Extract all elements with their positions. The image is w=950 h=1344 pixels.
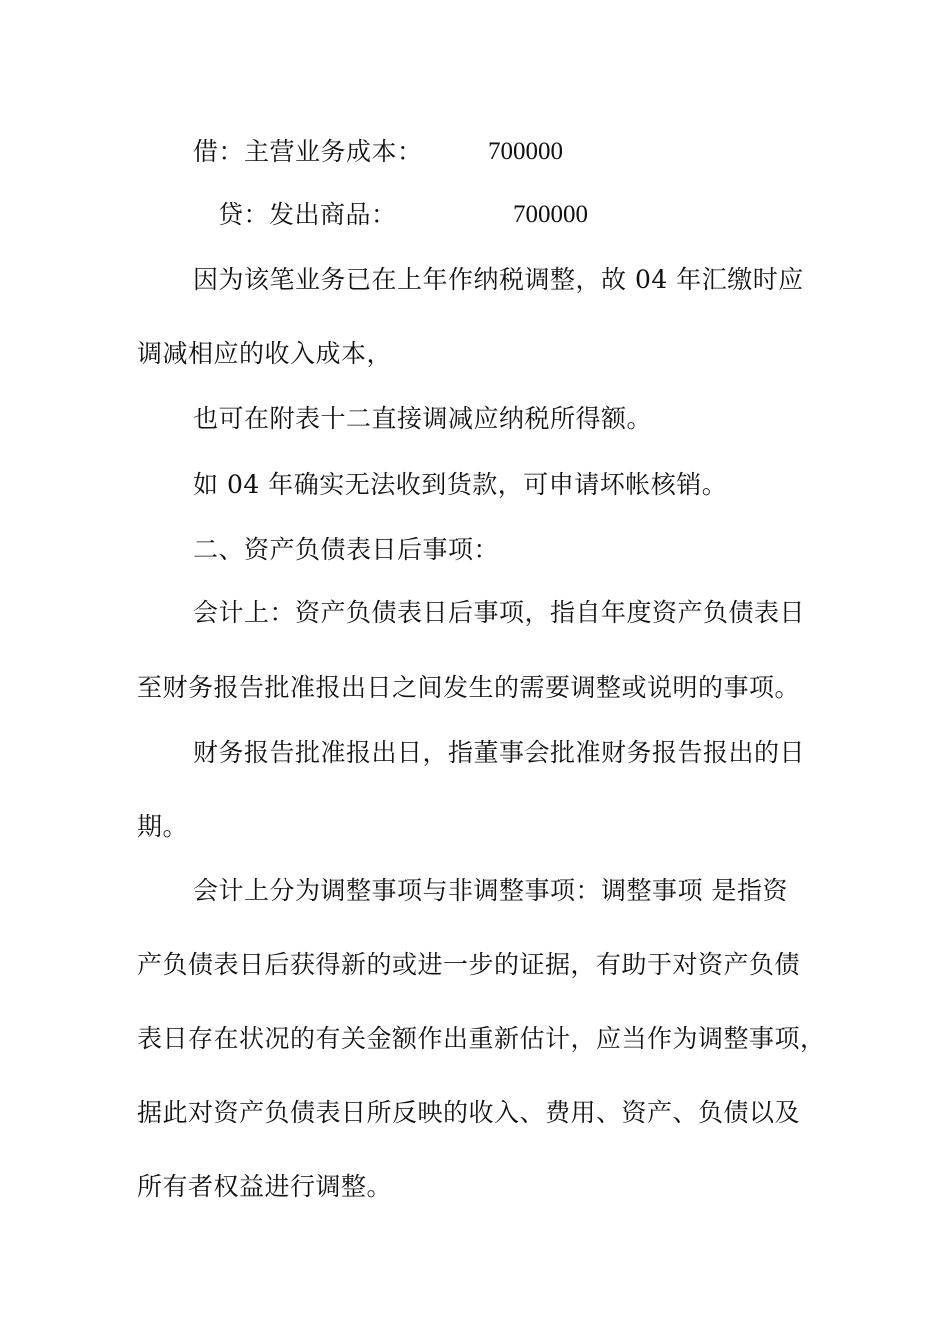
paragraph-line: 表日存在状况的有关金额作出重新估计，应当作为调整事项， — [137, 1024, 826, 1053]
paragraph-line: 至财务报告批准报出日之间发生的需要调整或说明的事项。 — [137, 673, 801, 702]
debit-entry-amount: 700000 — [488, 138, 563, 165]
paragraph-line: 所有者权益进行调整。 — [137, 1172, 393, 1201]
paragraph-line: 期。 — [137, 812, 189, 841]
debit-entry-label: 借：主营业务成本： — [193, 137, 423, 166]
section-heading: 二、资产负债表日后事项： — [193, 535, 500, 564]
paragraph-line: 产负债表日后获得新的或进一步的证据，有助于对资产负债 — [137, 950, 801, 979]
paragraph-line: 因为该笔业务已在上年作纳税调整，故 04 年汇缴时应 — [193, 265, 804, 294]
paragraph-line: 也可在附表十二直接调减应纳税所得额。 — [193, 404, 653, 433]
paragraph-line: 会计上分为调整事项与非调整事项：调整事项 是指资 — [193, 876, 788, 905]
paragraph-line: 财务报告批准报出日，指董事会批准财务报告报出的日 — [193, 738, 806, 767]
credit-entry-amount: 700000 — [513, 201, 588, 228]
paragraph-line: 会计上：资产负债表日后事项，指自年度资产负债表日 — [193, 598, 806, 627]
paragraph-line: 如 04 年确实无法收到货款，可申请坏帐核销。 — [193, 470, 728, 499]
paragraph-line: 据此对资产负债表日所反映的收入、费用、资产、负债以及 — [137, 1098, 801, 1127]
credit-entry-label: 贷：发出商品： — [218, 200, 397, 229]
paragraph-line: 调减相应的收入成本， — [137, 339, 393, 368]
